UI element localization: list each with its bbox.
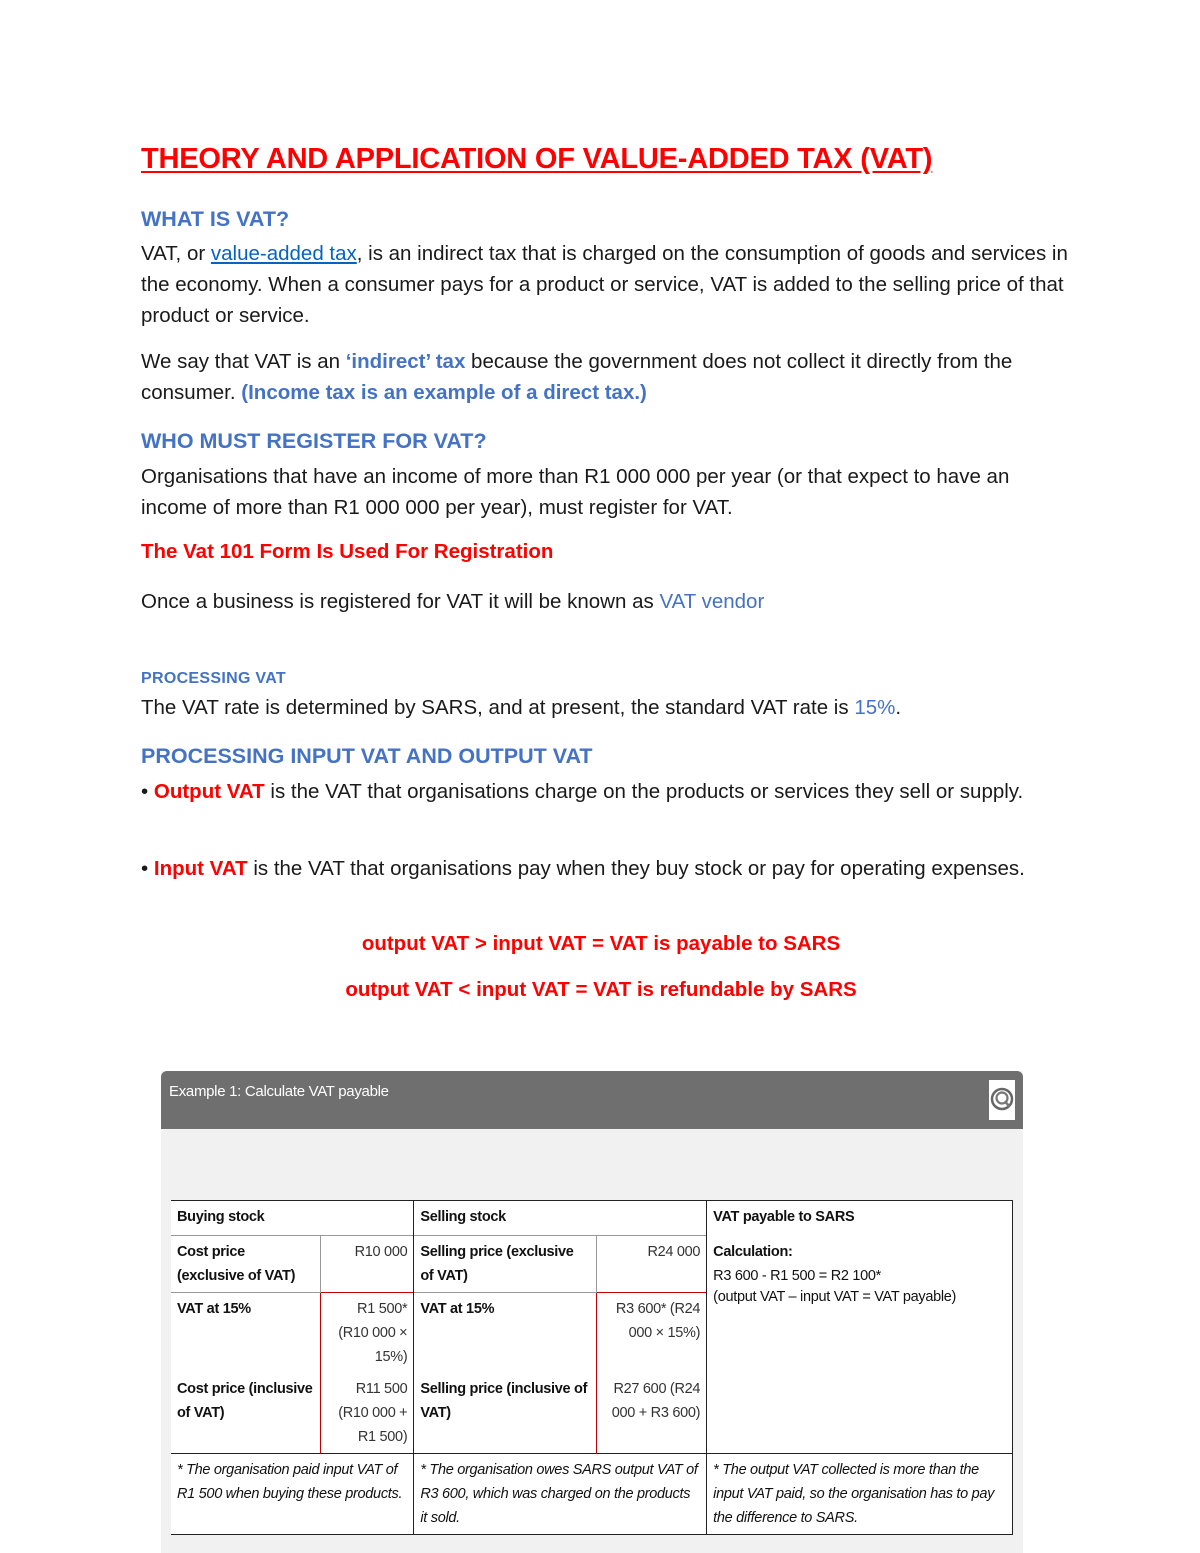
column-header-selling: Selling stock	[414, 1201, 707, 1236]
heading-who-must-register: WHO MUST REGISTER FOR VAT?	[141, 429, 487, 453]
example-box	[161, 1071, 1023, 1553]
output-vat-term: Output VAT	[153, 780, 265, 803]
paragraph-vat-definition	[141, 238, 1071, 331]
vat-rate-text-b: .	[895, 696, 902, 719]
indirect-tax-text-a: We say that VAT is an	[141, 350, 346, 373]
indirect-tax-text-b: because the government does not collect it directly from the consumer.	[141, 350, 1013, 404]
calculation-cell	[707, 1236, 1013, 1454]
vat101-form-note: The Vat 101 Form Is Used For Registration	[141, 540, 554, 563]
heading-processing-vat: PROCESSING VAT	[141, 670, 286, 687]
direct-tax-note: (Income tax is an example of a direct tax.)	[241, 381, 647, 404]
example-title: Example 1: Calculate VAT payable	[169, 1083, 389, 1100]
table-row-price-excl	[171, 1236, 1013, 1293]
column-header-buying: Buying stock	[171, 1201, 414, 1236]
column-header-payable: VAT payable to SARS	[707, 1201, 1013, 1236]
input-vat-term: Input VAT	[153, 857, 248, 880]
indirect-tax-term: ‘indirect’ tax	[345, 350, 466, 373]
table-row-header	[171, 1201, 1013, 1236]
example-header	[161, 1071, 1023, 1129]
document-title: THEORY AND APPLICATION OF VALUE-ADDED TAX (VAT)	[141, 143, 933, 175]
paragraph-registration-threshold: Organisations that have an income of more than R1 000 000 per year (or that expect to have an income of more than R1 000 000 per year), must register for VAT.	[141, 465, 1010, 519]
selling-price-incl-value: R27 600 (R24 000 + R3 600)	[597, 1373, 707, 1454]
selling-price-incl-label: Selling price (inclusive of VAT)	[414, 1373, 597, 1454]
cost-price-excl-label: Cost price (exclusive of VAT)	[171, 1236, 321, 1293]
selling-price-excl-label: Selling price (exclusive of VAT)	[414, 1236, 597, 1293]
cost-price-excl-value: R10 000	[321, 1236, 414, 1293]
heading-input-output-vat: PROCESSING INPUT VAT AND OUTPUT VAT	[141, 744, 593, 768]
calculation-formula: R3 600 - R1 500 = R2 100*	[713, 1267, 881, 1284]
magnifier-icon[interactable]	[989, 1080, 1015, 1120]
calculation-label: Calculation:	[713, 1243, 793, 1260]
vat-vendor-term: VAT vendor	[659, 590, 765, 613]
value-added-tax-link[interactable]: value-added tax	[210, 242, 357, 265]
formula-refundable: output VAT < input VAT = VAT is refundable by SARS	[345, 978, 857, 1001]
formula-payable: output VAT > input VAT = VAT is payable to SARS	[361, 932, 841, 955]
calculation-note: (output VAT – input VAT = VAT payable)	[713, 1288, 957, 1305]
input-vat-text: is the VAT that organisations pay when they buy stock or pay for operating expenses.	[247, 857, 1025, 880]
bullet-symbol: •	[141, 780, 149, 803]
heading-what-is-vat: WHAT IS VAT?	[141, 207, 290, 231]
selling-price-excl-value: R24 000	[597, 1236, 707, 1293]
paragraph-vat-rate	[141, 692, 1071, 723]
cost-price-incl-label: Cost price (inclusive of VAT)	[177, 1381, 313, 1421]
paragraph-indirect-tax	[141, 346, 1071, 408]
vat-vendor-text: Once a business is registered for VAT it will be known as	[141, 590, 660, 613]
bullet-input-vat	[141, 853, 1071, 884]
vat-rate-value: 15%	[854, 696, 896, 719]
vat-rate-text-a: The VAT rate is determined by SARS, and at present, the standard VAT rate is	[141, 696, 855, 719]
bullet-symbol: •	[141, 857, 149, 880]
cost-price-incl-value: R11 500 (R10 000 + R1 500)	[321, 1373, 414, 1454]
output-vat-text: is the VAT that organisations charge on the products or services they sell or supply.	[264, 780, 1024, 803]
vat-calculation-table	[171, 1200, 1013, 1535]
vat-sell-value: R3 600* (R24 000 × 15%)	[597, 1293, 707, 1374]
note-buying: * The organisation paid input VAT of R1 500 when buying these products.	[171, 1454, 414, 1535]
vat-definition-text-b: , is an indirect tax that is charged on the consumption of goods and services in the economy. When a consumer pays for a product or service, VAT is added to the selling price of that product or service.	[141, 242, 1068, 327]
vat-definition-text-a: VAT, or	[141, 242, 211, 265]
bullet-output-vat	[141, 776, 1071, 807]
vat-sell-label: VAT at 15%	[414, 1293, 597, 1374]
vat-buy-value: R1 500* (R10 000 × 15%)	[321, 1293, 414, 1374]
paragraph-vat-vendor	[141, 586, 1071, 617]
note-payable: * The output VAT collected is more than the input VAT paid, so the organisation has to pay the difference to SARS.	[707, 1454, 1013, 1535]
vat-buy-label: VAT at 15%	[171, 1293, 321, 1374]
table-row-notes	[171, 1454, 1013, 1535]
note-selling: * The organisation owes SARS output VAT of R3 600, which was charged on the products it sold.	[414, 1454, 707, 1535]
